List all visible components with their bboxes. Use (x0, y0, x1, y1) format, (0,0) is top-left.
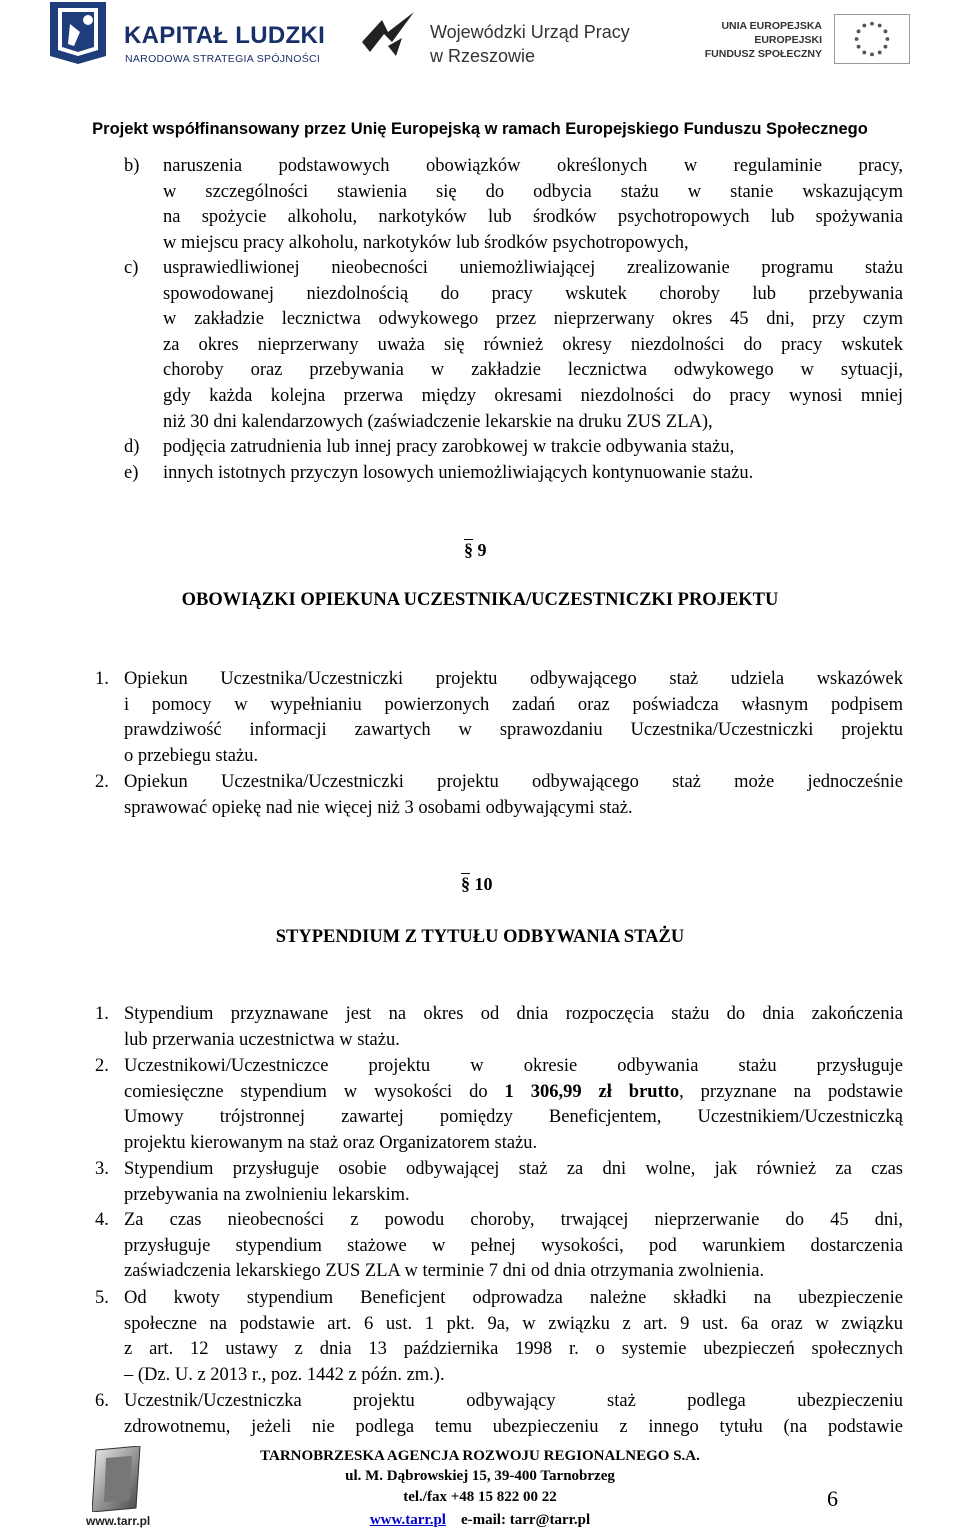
text-line: o przebiegu stażu. (124, 745, 259, 766)
text-line: sprawować opiekę nad nie więcej niż 3 osobami odbywającymi staż. (124, 797, 633, 818)
text-line: Opiekun Uczestnika/Uczestniczki projektu odbywającego staż udziela wskazówek (124, 669, 903, 689)
section-10-item-5 (124, 1286, 903, 1388)
text-line: na spożycie alkoholu, narkotyków lub środków psychotropowych lub spożywania (163, 207, 903, 228)
eu-logo-line3: FUNDUSZ SPOŁECZNY (704, 48, 822, 60)
list-item-c (163, 256, 903, 435)
section-10-label-3: 3. (95, 1159, 109, 1179)
text-line: Stypendium przyznawane jest na okres od dnia rozpoczęcia stażu do dnia zakończenia (124, 1004, 903, 1024)
text-line: spowodowanej niezdolnością do pracy wskutek choroby lub przebywania (163, 283, 903, 304)
eu-logo-line2: EUROPEJSKI (754, 34, 822, 46)
list-label-c: c) (124, 258, 139, 278)
section-10-label-2: 2. (95, 1056, 109, 1076)
text-line: przebywania na zwolnieniu lekarskim. (124, 1184, 410, 1205)
text-line-with-amount: comiesięczne stypendium w wysokości do 1 306,99 zł brutto, przyznane na podstawie (124, 1081, 904, 1102)
text-line: innych istotnych przyczyn losowych uniemożliwiających kontynuowanie stażu. (163, 463, 754, 483)
text-line: naruszenia podstawowych obowiązków określonych w regulaminie pracy, (163, 156, 903, 176)
text-line: usprawiedliwionej nieobecności uniemożliwiającej zrealizowanie programu stażu (163, 258, 903, 278)
footer-website-link[interactable]: www.tarr.pl (369, 1512, 446, 1528)
page-number: 6 (827, 1486, 838, 1511)
text-line: lub przerwania uczestnictwa w stażu. (124, 1029, 400, 1050)
wup-logo (362, 12, 652, 68)
tarr-logo (78, 1446, 158, 1526)
section-10-label-5: 5. (95, 1288, 109, 1308)
list-item-e (163, 461, 903, 487)
section-9-label-1: 1. (95, 669, 109, 689)
section-10-number: 10 (474, 874, 493, 894)
list-label-e: e) (124, 463, 139, 483)
text-line: w miejscu pracy alkoholu, narkotyków lub środków psychotropowych, (163, 232, 689, 253)
text-line: Uczestnik/Uczestniczka projektu odbywający staż podlega ubezpieczeniu (124, 1391, 903, 1411)
section-10-item-3 (124, 1157, 903, 1208)
text-line: Opiekun Uczestnika/Uczestniczki projektu odbywającego staż może jednocześnie (124, 772, 903, 792)
list-label-d: d) (124, 437, 140, 457)
kapital-ludzki-title: KAPITAŁ LUDZKI (124, 22, 326, 49)
footer-agency: TARNOBRZESKA AGENCJA ROZWOJU REGIONALNEGO S.A. (260, 1448, 700, 1464)
section-10-item-6 (124, 1389, 903, 1440)
text-line: Umowy trójstronnej zawartej pomiędzy Beneficjentem, Uczestnikiem/Uczestniczką (124, 1107, 903, 1128)
section-10-label-6: 6. (95, 1391, 109, 1411)
text-line: zaświadczenia lekarskiego ZUS ZLA w terminie 7 dni od dnia otrzymania zwolnienia. (124, 1261, 765, 1282)
text-line: – (Dz. U. z 2013 r., poz. 1442 z późn. zm.). (124, 1364, 445, 1385)
section-10-item-2 (124, 1054, 903, 1156)
stipend-amount: 1 306,99 zł brutto (504, 1081, 680, 1102)
section-10-item-4 (124, 1208, 903, 1285)
text-line: i pomocy w wypełnianiu powierzonych zadań oraz poświadcza własnym podpisem (124, 694, 903, 715)
text-line: gdy każda kolejna przerwa między okresami niezdolności do pracy wynosi mniej (163, 385, 903, 406)
text-line: Uczestnikowi/Uczestniczce projektu w okresie odbywania stażu przysługuje (124, 1056, 903, 1076)
section-9-number: 9 (477, 540, 487, 560)
text-line: za okres nieprzerwany uważa się również okresy niezdolności do pracy wskutek (163, 334, 903, 355)
section-10-label-1: 1. (95, 1004, 109, 1024)
text-line: podjęcia zatrudnienia lub innej pracy zarobkowej w trakcie odbywania stażu, (163, 437, 735, 457)
kapital-ludzki-logo (50, 2, 330, 74)
wup-bird-icon (362, 12, 414, 56)
text-line: w szczególności stawienia się do odbycia stażu w stanie wskazującym (163, 181, 903, 202)
section-10-sign: § 10 (461, 874, 493, 894)
section-9-item-2 (124, 770, 903, 821)
text-line: społeczne na podstawie art. 6 ust. 1 pkt. 9a, w związku z art. 9 ust. 6a oraz w związku (124, 1313, 903, 1334)
section-9-label-2: 2. (95, 772, 109, 792)
text-line: z art. 12 ustawy z dnia 13 października 1998 r. o systemie ubezpieczeń społecznych (124, 1339, 903, 1360)
text-line: projektu kierowanym na staż oraz Organizatorem stażu. (124, 1132, 538, 1153)
section-10-item-1 (124, 1002, 903, 1053)
kapital-ludzki-subtitle: NARODOWA STRATEGIA SPÓJNOŚCI (125, 53, 321, 65)
tarr-logo-url: www.tarr.pl (86, 1514, 151, 1528)
footer-address: ul. M. Dąbrowskiej 15, 39-400 Tarnobrzeg (345, 1468, 615, 1484)
wup-name-line2: w Rzeszowie (430, 46, 536, 66)
project-cofinancing-line: Projekt współfinansowany przez Unię Europejską w ramach Europejskiego Funduszu Społecznego (92, 120, 868, 138)
text-line: zdrowotnemu, jeżeli nie podlega temu ubezpieczeniu z innego tytułu (na podstawie (124, 1416, 903, 1437)
footer-contact (180, 1512, 780, 1529)
list-item-d (163, 435, 903, 461)
text-line: choroby oraz przebywania w zakładzie lecznictwa odwykowego w sytuacji, (163, 360, 903, 381)
section-9-item-1 (124, 667, 903, 769)
text-line: Od kwoty stypendium Beneficjent odprowadza należne składki na ubezpieczenie (124, 1288, 903, 1308)
text-line: Za czas nieobecności z powodu choroby, trwającej nieprzerwanie do 45 dni, (124, 1210, 903, 1230)
text-line: w zakładzie lecznictwa odwykowego przez nieprzerwany okres 45 dni, przy czym (163, 309, 903, 330)
section-10-title: STYPENDIUM Z TYTUŁU ODBYWANIA STAŻU (275, 927, 685, 947)
text-line: prawdziwość informacji zawartych w sprawozdaniu Uczestnika/Uczestniczki projektu (124, 720, 903, 741)
section-9-sign: § 9 (464, 540, 487, 560)
wup-name-line1: Wojewódzki Urząd Pracy (430, 22, 630, 42)
list-label-b: b) (124, 156, 140, 176)
eu-logo (700, 14, 910, 74)
eu-flag-icon (834, 14, 910, 64)
tarr-logo-icon (92, 1446, 144, 1512)
footer-email: e-mail: tarr@tarr.pl (460, 1512, 591, 1528)
footer-phone: tel./fax +48 15 822 00 22 (403, 1489, 557, 1505)
text-line: przysługuje stypendium stażowe w pełnej wysokości, pod warunkiem dostarczenia (124, 1235, 903, 1256)
text-line: Stypendium przysługuje osobie odbywającej staż za dni wolne, jak również za czas (124, 1159, 903, 1179)
text-line: niż 30 dni kalendarzowych (zaświadczenie lekarskie na druku ZUS ZLA), (163, 411, 713, 432)
section-10-label-4: 4. (95, 1210, 109, 1230)
section-9-title: OBOWIĄZKI OPIEKUNA UCZESTNIKA/UCZESTNICZKI PROJEKTU (181, 590, 779, 610)
eu-logo-line1: UNIA EUROPEJSKA (721, 20, 822, 32)
list-item-b (163, 154, 903, 256)
kapital-ludzki-flag-icon (50, 2, 106, 64)
